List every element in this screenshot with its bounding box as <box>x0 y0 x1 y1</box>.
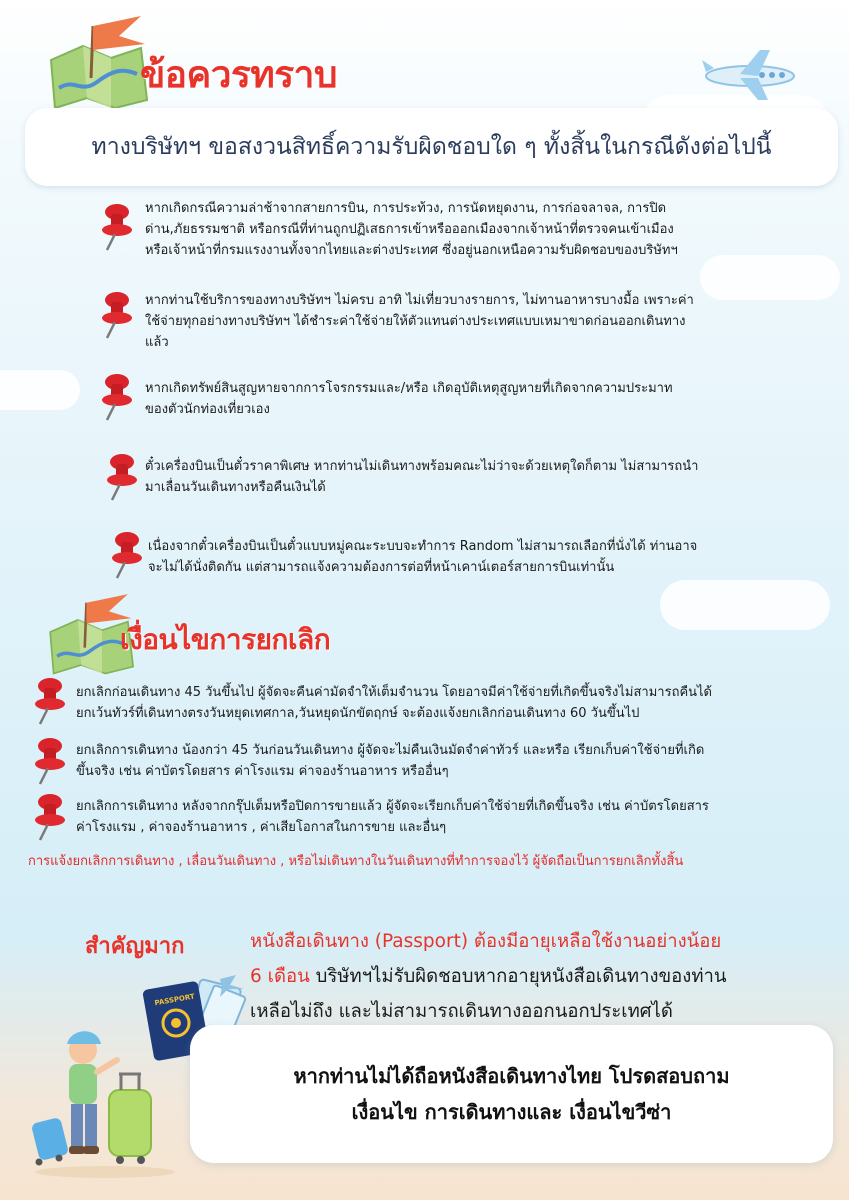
important-label: สำคัญมาก <box>85 934 185 959</box>
notice-item <box>145 290 694 353</box>
cancel-line: ยกเลิกก่อนเดินทาง 45 วันขึ้นไป ผู้จัดจะคืนค่ามัดจำให้เต็มจำนวน โดยอาจมีค่าใช้จ่ายที่เกิดขึ้นจริงไม่สามารถคืนได้ <box>76 685 713 700</box>
cancel-section-title: เงื่อนไขการยกเลิก <box>120 623 331 656</box>
passport-notice <box>250 924 840 1029</box>
cloud-decoration <box>0 370 80 410</box>
callout-line: หากท่านไม่ได้ถือหนังสือเดินทางไทย โปรดสอบถาม <box>293 1064 730 1088</box>
notice-line: จะไม่ได้นั่งติดกัน แต่สามารถแจ้งความต้องการต่อที่หน้าเคาน์เตอร์สายการบินเท่านั้น <box>148 560 615 575</box>
passport-red-text: หนังสือเดินทาง (Passport) ต้องมีอายุเหลือใช้งานอย่างน้อย <box>250 931 722 952</box>
pushpin-icon <box>95 290 135 340</box>
notice-line: ของตัวนักท่องเที่ยวเอง <box>145 402 270 417</box>
passport-text: เหลือไม่ถึง และไม่สามารถเดินทางออกนอกประเทศได้ <box>250 1001 673 1022</box>
page-title: ข้อควรทราบ <box>140 53 337 96</box>
cloud-decoration <box>660 580 830 630</box>
cancel-item <box>76 796 709 838</box>
notice-item <box>145 198 678 261</box>
traveler-illustration <box>25 1020 185 1180</box>
cloud-decoration <box>700 255 840 300</box>
pushpin-icon <box>28 676 68 726</box>
notice-line: หากเกิดกรณีความล่าช้าจากสายการบิน, การประท้วง, การนัดหยุดงาน, การก่อจลาจล, การปิด <box>145 201 667 216</box>
cancel-line: ยกเว้นทัวร์ที่เดินทางตรงวันหยุดเทศกาล,วันหยุดนักขัตฤกษ์ จะต้องแจ้งยกเลิกก่อนเดินทาง 60 วันขึ้นไป <box>76 706 640 721</box>
cancel-item <box>76 740 704 782</box>
pushpin-icon <box>28 792 68 842</box>
notice-line: ด่าน,ภัยธรรมชาติ หรือกรณีที่ท่านถูกปฏิเสธการเข้าหรือออกเมืองจากเจ้าหน้าที่ตรวจคนเข้าเมือง <box>145 222 674 237</box>
cancel-item <box>76 682 712 724</box>
callout-line: เงื่อนไข การเดินทางและ เงื่อนไขวีซ่า <box>351 1100 672 1124</box>
passport-text: บริษัทฯไม่รับผิดชอบหากอายุหนังสือเดินทางของท่าน <box>309 966 727 987</box>
notice-line: มาเลื่อนวันเดินทางหรือคืนเงินได้ <box>145 480 326 495</box>
map-flag-icon <box>45 8 155 113</box>
notice-line: หากท่านใช้บริการของทางบริษัทฯ ไม่ครบ อาทิ ไม่เที่ยวบางรายการ, ไม่ทานอาหารบางมื้อ เพราะค่า <box>145 293 694 308</box>
notice-line: หากเกิดทรัพย์สินสูญหายจากการโจรกรรมและ/หรือ เกิดอุบัติเหตุสูญหายที่เกิดจากความประมาท <box>145 381 673 396</box>
cancel-line: ยกเลิกการเดินทาง หลังจากกรุ๊ปเต็มหรือปิดการขายแล้ว ผู้จัดจะเรียกเก็บค่าใช้จ่ายที่เกิดขึ้นจริง เช่น ค่าบัตรโดยสาร <box>76 799 709 814</box>
pushpin-icon <box>95 202 135 252</box>
notice-line: ใช้จ่ายทุกอย่างทางบริษัทฯ ได้ชำระค่าใช้จ่ายให้ตัวแทนต่างประเทศแบบเหมาขาดก่อนออกเดินทาง <box>145 314 686 329</box>
notice-item <box>145 378 673 420</box>
pushpin-icon <box>28 736 68 786</box>
notice-item <box>148 536 697 578</box>
pushpin-icon <box>105 530 145 580</box>
cancel-line: ขึ้นจริง เช่น ค่าบัตรโดยสาร ค่าโรงแรม ค่าจองร้านอาหาร หรืออื่นๆ <box>76 764 449 779</box>
cancel-note: การแจ้งยกเลิกการเดินทาง , เลื่อนวันเดินทาง , หรือไม่เดินทางในวันเดินทางที่ทำการจองไว้ ผู้จัดถือเป็นการยกเลิกทั้งสิ้น <box>28 854 684 869</box>
notice-line: เนื่องจากตั๋วเครื่องบินเป็นตั๋วแบบหมู่คณะระบบจะทำการ Random ไม่สามารถเลือกที่นั่งได้ ท่านอาจ <box>148 539 698 554</box>
passport-red-text: 6 เดือน <box>250 966 310 987</box>
cancel-line: ยกเลิกการเดินทาง น้องกว่า 45 วันก่อนวันเดินทาง ผู้จัดจะไม่คืนเงินมัดจำค่าทัวร์ และหรือ เรียกเก็บค่าใช้จ่ายที่เกิด <box>76 743 705 758</box>
contact-callout <box>190 1025 833 1163</box>
notice-line: ตั๋วเครื่องบินเป็นตั๋วราคาพิเศษ หากท่านไม่เดินทางพร้อมคณะไม่ว่าจะด้วยเหตุใดก็ตาม ไม่สามารถนำ <box>145 459 699 474</box>
pushpin-icon <box>95 372 135 422</box>
notice-line: แล้ว <box>145 335 169 350</box>
passport-cover-label: PASSPORT <box>153 992 196 1008</box>
disclaimer-text: ทางบริษัทฯ ขอสงวนสิทธิ์ความรับผิดชอบใด ๆ ทั้งสิ้นในกรณีดังต่อไปนี้ <box>91 134 772 160</box>
pushpin-icon <box>100 452 140 502</box>
notice-item <box>145 456 698 498</box>
cancel-line: ค่าโรงแรม , ค่าจองร้านอาหาร , ค่าเสียโอกาสในการขาย และอื่นๆ <box>76 820 447 835</box>
disclaimer-banner <box>25 108 838 186</box>
notice-line: หรือเจ้าหน้าที่กรมแรงงานทั้งจากไทยและต่างประเทศ ซึ่งอยู่นอกเหนือความรับผิดชอบของบริษัทฯ <box>145 243 678 258</box>
airplane-icon <box>700 48 800 103</box>
